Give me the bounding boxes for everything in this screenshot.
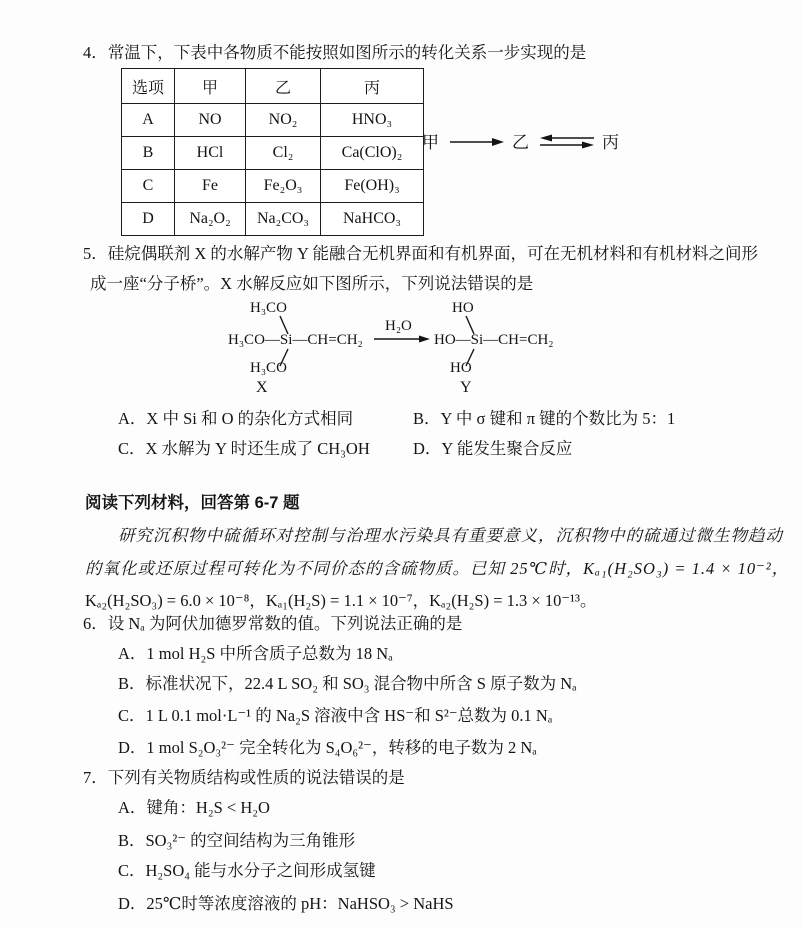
- q4-col-header: 乙: [246, 69, 321, 104]
- q4-option-letter: B: [122, 137, 175, 170]
- q7-option-b: B．SO₃²⁻ 的空间结构为三角锥形: [118, 831, 356, 850]
- material-heading: 阅读下列材料，回答第 6-7 题: [85, 494, 300, 512]
- q7-option-c: C．H₂SO₄ 能与水分子之间形成氢键: [118, 861, 376, 880]
- table-row: [122, 137, 424, 170]
- q4-col-header: 丙: [321, 69, 424, 104]
- q4-cell: Cl₂: [246, 137, 321, 170]
- q5-option-c: C．X 水解为 Y 时还生成了 CH₃OH: [118, 439, 370, 458]
- y-backbone: HO—Si—CH=CH₂: [434, 332, 554, 348]
- equilibrium-right-arrow-head: [582, 142, 594, 149]
- q4-cell: HCl: [175, 137, 246, 170]
- q4-cell: NO₂: [246, 104, 321, 137]
- q5-stem-line2: 成一座“分子桥”。X 水解反应如下图所示，下列说法错误的是: [90, 274, 534, 293]
- diagram-bing-label: 丙: [602, 133, 619, 152]
- q4-cell: Ca(ClO)₂: [321, 137, 424, 170]
- table-row: [122, 203, 424, 236]
- q5-option-b: B．Y 中 σ 键和 π 键的个数比为 5：1: [413, 409, 676, 428]
- q6-option-d: D．1 mol S₂O₃²⁻ 完全转化为 S₄O₆²⁻，转移的电子数为 2 Nₐ: [118, 738, 537, 757]
- q4-cell: Fe: [175, 170, 246, 203]
- q4-cell: Fe(OH)₃: [321, 170, 424, 203]
- q4-stem: 4．常温下，下表中各物质不能按照如图所示的转化关系一步实现的是: [83, 43, 587, 62]
- x-label: X: [256, 379, 268, 396]
- x-top-group: H₃CO: [250, 300, 287, 316]
- q6-stem: 6．设 Nₐ 为阿伏加德罗常数的值。下列说法正确的是: [83, 614, 463, 633]
- q4-cell: HNO₃: [321, 104, 424, 137]
- q5-option-a: A．X 中 Si 和 O 的杂化方式相同: [118, 409, 354, 428]
- q4-cell: Na₂O₂: [175, 203, 246, 236]
- q4-cell: Na₂CO₃: [246, 203, 321, 236]
- q5-stem-line1: 5．硅烷偶联剂 X 的水解产物 Y 能融合无机界面和有机界面，可在无机材料和有机材料之间形: [83, 244, 758, 263]
- q4-col-header: 选项: [122, 69, 175, 104]
- q7-option-d: D．25℃时等浓度溶液的 pH：NaHSO₃ > NaHS: [118, 894, 454, 913]
- diagram-yi-label: 乙: [512, 133, 529, 152]
- equilibrium-left-arrow-head: [540, 135, 552, 142]
- q5-hydrolysis-scheme: [222, 296, 562, 396]
- table-row: [122, 170, 424, 203]
- arrow-reagent-label: H₂O: [385, 318, 412, 334]
- x-backbone: H₃CO—Si—CH=CH₂: [228, 332, 363, 348]
- y-label: Y: [460, 379, 472, 396]
- reaction-arrow-head: [419, 336, 430, 343]
- q4-col-header: 甲: [175, 69, 246, 104]
- q4-option-letter: C: [122, 170, 175, 203]
- table-row: [122, 104, 424, 137]
- material-ka-values: Kₐ₂(H₂SO₃) = 6.0 × 10⁻⁸，Kₐ₁(H₂S) = 1.1 × 10⁻⁷，Kₐ₂(H₂S) = 1.3 × 10⁻¹³。: [85, 591, 597, 610]
- material-paragraph-line1: 研究沉积物中硫循环对控制与治理水污染具有重要意义，沉积物中的硫通过微生物趋动: [118, 526, 783, 545]
- y-bottom-group: HO: [450, 360, 472, 376]
- diagram-jia-label: 甲: [422, 133, 439, 152]
- q4-cell: NaHCO₃: [321, 203, 424, 236]
- q6-option-a: A．1 mol H₂S 中所含质子总数为 18 Nₐ: [118, 644, 393, 663]
- forward-arrow-head: [492, 138, 504, 146]
- x-bottom-group: H₃CO: [250, 360, 287, 376]
- q4-option-letter: D: [122, 203, 175, 236]
- q6-option-c: C．1 L 0.1 mol·L⁻¹ 的 Na₂S 溶液中含 HS⁻和 S²⁻总数为 0.1 Nₐ: [118, 706, 553, 725]
- q6-option-b: B．标准状况下，22.4 L SO₂ 和 SO₃ 混合物中所含 S 原子数为 Nₐ: [118, 674, 577, 693]
- q4-table: [121, 68, 424, 236]
- q5-option-d: D．Y 能发生聚合反应: [413, 439, 573, 458]
- q4-option-letter: A: [122, 104, 175, 137]
- q7-stem: 7．下列有关物质结构或性质的说法错误的是: [83, 768, 405, 787]
- material-paragraph-line2: 的氧化或还原过程可转化为不同价态的含硫物质。已知 25℃时，Kₐ₁(H₂SO₃) = 1.4 × 10⁻²，: [85, 559, 790, 578]
- q4-table-header-row: [122, 69, 424, 104]
- q4-cell: Fe₂O₃: [246, 170, 321, 203]
- q4-conversion-diagram: [420, 120, 620, 160]
- q7-option-a: A．键角：H₂S < H₂O: [118, 798, 270, 817]
- q4-cell: NO: [175, 104, 246, 137]
- y-top-group: HO: [452, 300, 474, 316]
